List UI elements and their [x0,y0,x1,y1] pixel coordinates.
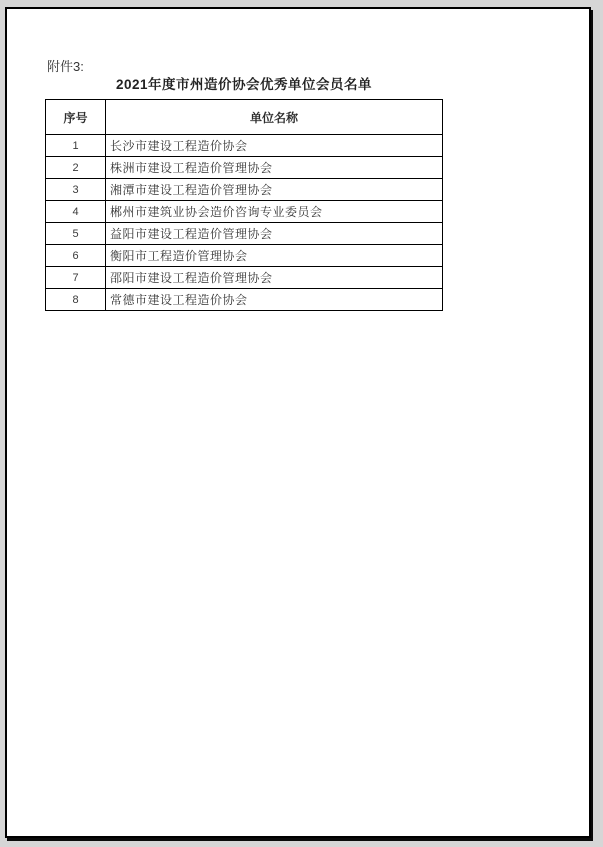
table-row [46,223,443,245]
unit-name: 长沙市建设工程造价协会 [106,135,443,157]
table-row [46,267,443,289]
unit-name: 益阳市建设工程造价管理协会 [106,223,443,245]
table-row [46,245,443,267]
member-table [45,99,443,311]
table-row [46,179,443,201]
document-page [5,7,591,838]
table-body [46,135,443,311]
page-title: 2021年度市州造价协会优秀单位会员名单 [115,77,373,92]
document-body [45,76,443,311]
row-serial: 2 [46,157,106,179]
row-serial: 7 [46,267,106,289]
table-row [46,201,443,223]
unit-name: 湘潭市建设工程造价管理协会 [106,179,443,201]
unit-name: 衡阳市工程造价管理协会 [106,245,443,267]
row-serial: 4 [46,201,106,223]
row-serial: 1 [46,135,106,157]
table-header-row [46,100,443,135]
row-serial: 8 [46,289,106,311]
unit-name: 常德市建设工程造价协会 [106,289,443,311]
column-header-serial: 序号 [46,100,106,135]
attachment-label: 附件3: [47,59,84,74]
column-header-unit-name: 单位名称 [106,100,443,135]
unit-name: 邵阳市建设工程造价管理协会 [106,267,443,289]
row-serial: 6 [46,245,106,267]
table-row [46,157,443,179]
row-serial: 3 [46,179,106,201]
unit-name: 株洲市建设工程造价管理协会 [106,157,443,179]
table-row [46,289,443,311]
table-header [46,100,443,135]
unit-name: 郴州市建筑业协会造价咨询专业委员会 [106,201,443,223]
table-row [46,135,443,157]
row-serial: 5 [46,223,106,245]
